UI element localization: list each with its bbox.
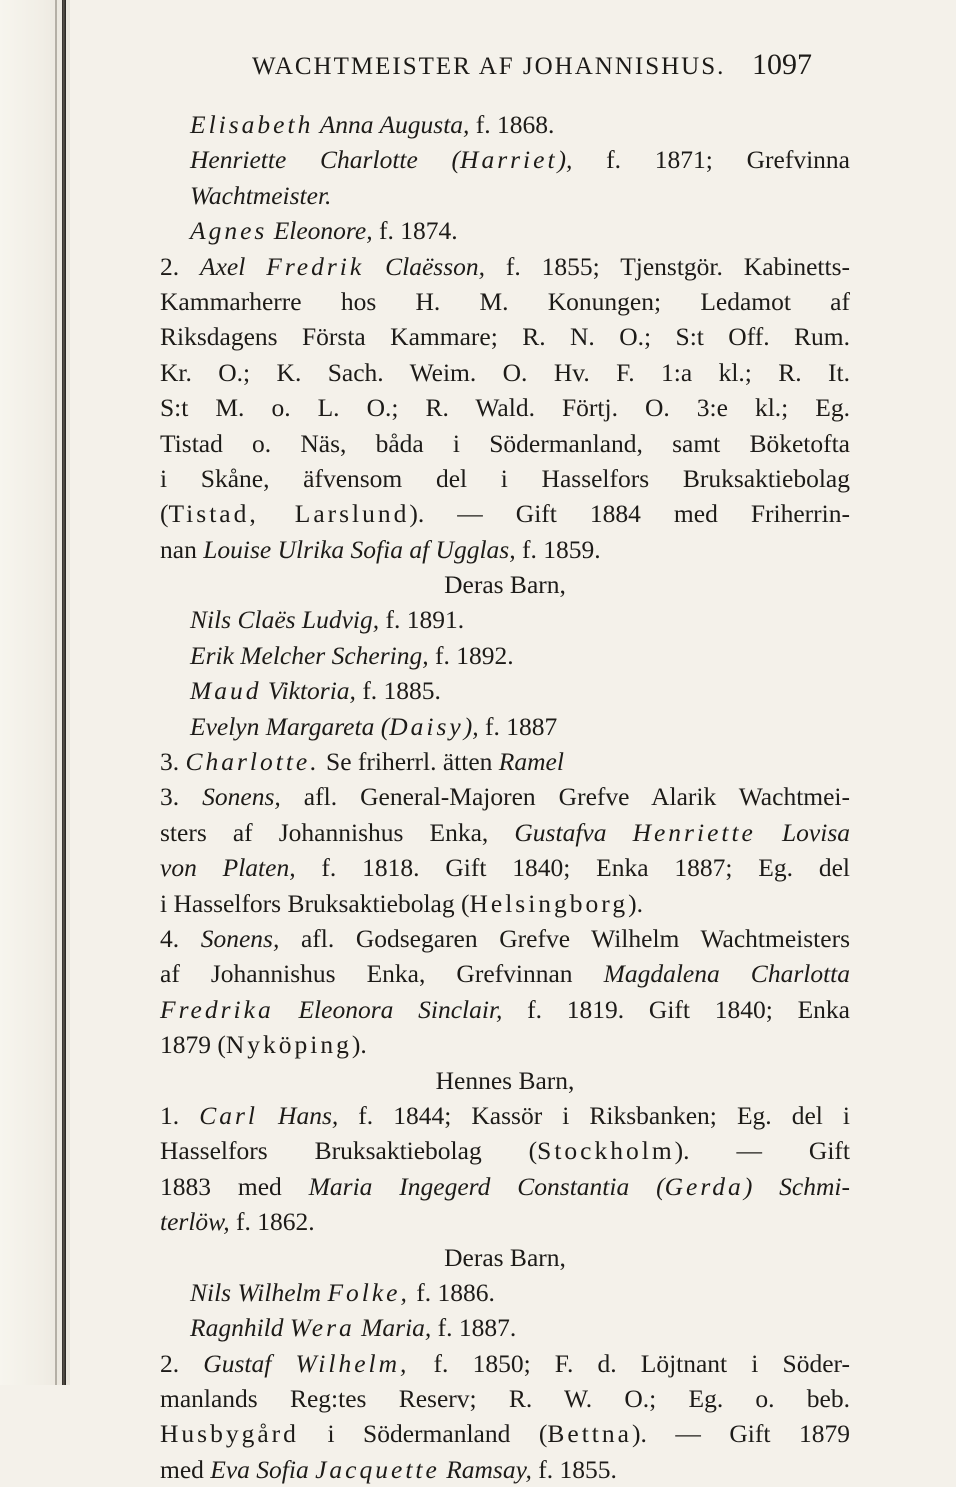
text-segment: f. 1855; Tjenstgör. Kabinetts- (485, 251, 851, 281)
book-spine-margin (0, 0, 70, 1385)
text-segment: f. 1859. (515, 534, 601, 564)
text-segment: Kammarherre hos H. M. Konungen; Ledamot af (160, 286, 850, 316)
text-segment: Gustaf (203, 1348, 272, 1378)
text-segment: Erik Melcher Schering, (190, 640, 429, 670)
text-segment: 1883 med (160, 1171, 309, 1201)
text-segment: 1879 ( (160, 1030, 226, 1060)
text-segment: ), (557, 145, 573, 175)
text-line (160, 142, 850, 177)
text-line (160, 815, 850, 850)
text-segment: Anna Augusta, (319, 110, 470, 139)
text-line (160, 886, 850, 921)
text-segment: ). (351, 1030, 367, 1060)
text-segment: ). (628, 888, 643, 918)
text-segment: Henriette (632, 817, 756, 847)
text-segment: f. 1892. (428, 640, 514, 670)
text-segment (756, 818, 782, 847)
text-segment: 2. (160, 1348, 204, 1378)
text-segment (606, 818, 632, 847)
text-segment: f. 1855. (531, 1454, 617, 1484)
spine-shadow-line (55, 0, 57, 1385)
text-line (160, 779, 850, 814)
text-line (160, 213, 850, 248)
text-segment: ), (463, 711, 479, 741)
text-segment: Hasselfors Bruksaktiebolag ( (160, 1136, 538, 1166)
text-segment: f. 1886. (409, 1277, 495, 1307)
text-line (160, 992, 850, 1027)
text-segment: Hans, (278, 1100, 339, 1130)
text-line (160, 1027, 850, 1062)
text-segment: sters af Johannishus Enka, (160, 817, 515, 847)
text-line (160, 1310, 850, 1345)
text-segment: Maria Ingegerd Constantia ( (308, 1171, 665, 1201)
text-line (160, 249, 850, 284)
text-segment: f. 1862. (229, 1207, 315, 1237)
text-line (160, 319, 850, 354)
text-line (160, 638, 850, 673)
text-segment: 3. (160, 782, 203, 812)
text-segment: 2. (160, 251, 201, 281)
text-segment (274, 995, 299, 1024)
text-segment: Helsingborg (469, 888, 629, 918)
text-segment: Tistad, Larslund (168, 499, 410, 529)
text-segment: Lovisa (782, 817, 851, 847)
text-line (160, 1240, 850, 1275)
text-segment: Charlotte. (185, 747, 320, 777)
text-segment: f. 1887 (478, 711, 558, 741)
text-segment: af Johannishus Enka, Grefvinnan (160, 959, 604, 989)
text-segment: Eleonora Sinclair, (298, 994, 503, 1024)
text-line (160, 1098, 850, 1133)
text-line (160, 107, 850, 142)
text-segment: Gerda (664, 1171, 744, 1201)
text-segment: Fredrika (160, 994, 274, 1024)
text-segment: Henriette Charlotte ( (190, 145, 461, 175)
text-segment: Sonens, (200, 923, 280, 953)
text-segment (271, 1349, 295, 1378)
text-segment: 1. (160, 1100, 200, 1130)
text-line (160, 744, 850, 779)
text-segment (258, 1101, 278, 1130)
text-segment: Maria, (361, 1313, 432, 1343)
text-line (160, 496, 850, 531)
text-segment: manlands Reg:tes Reserv; R. W. O.; Eg. o. beb. (160, 1384, 850, 1414)
page-number: 1097 (752, 48, 812, 81)
text-segment: Magdalena Charlotta (603, 959, 850, 989)
text-segment: f. 1844; Kassör i Riksbanken; Eg. del i (338, 1100, 850, 1130)
text-line (160, 956, 850, 991)
text-segment: f. 1891. (379, 605, 465, 635)
text-segment: ). — Gift 1884 med Friherrin- (409, 499, 850, 529)
text-segment: i Hasselfors Bruksaktiebolag ( (160, 888, 470, 918)
text-segment: nan (160, 534, 204, 564)
text-segment: Riksdagens Första Kammare; R. N. O.; S:t Off. Rum. (160, 322, 850, 352)
text-segment: Viktoria, (267, 676, 356, 706)
running-title: WACHTMEISTER AF JOHANNISHUS. (252, 53, 726, 80)
text-line (160, 1381, 850, 1416)
text-line (160, 567, 850, 602)
text-segment: i Skåne, äfvensom del i Hasselfors Bruksaktiebolag (160, 463, 850, 493)
text-segment: Hennes Barn, (435, 1065, 575, 1095)
text-line (160, 1452, 850, 1487)
text-segment: Ragnhild (190, 1313, 284, 1343)
text-segment: Stockholm (537, 1136, 675, 1166)
text-segment: med (160, 1454, 211, 1484)
text-line (160, 1204, 850, 1239)
text-segment: ) Schmi- (743, 1171, 850, 1201)
text-segment: S:t M. o. L. O.; R. Wald. Förtj. O. 3:e kl.; Eg. (160, 393, 850, 423)
text-segment: f. 1819. Gift 1840; Enka (502, 994, 850, 1024)
text-segment: Axel (200, 251, 246, 281)
text-segment: Tistad o. Näs, båda i Södermanland, samt Böketofta (160, 428, 850, 458)
text-line (160, 284, 850, 319)
text-segment: ). — Gift (674, 1136, 850, 1166)
text-segment: terlöw, (160, 1207, 230, 1237)
text-segment: Louise Ulrika Sofia af Ugglas, (203, 534, 516, 564)
text-segment: Claësson, (385, 251, 485, 281)
text-segment: Harriet (460, 145, 558, 175)
text-segment: Deras Barn, (444, 1242, 566, 1272)
text-segment: afl. Godsegaren Grefve Wilhelm Wachtmeisters (279, 923, 850, 953)
text-segment: Jacquette (315, 1454, 440, 1484)
text-segment: i Södermanland ( (298, 1419, 548, 1449)
text-segment: Husbygård (160, 1419, 299, 1449)
text-line (160, 1169, 850, 1204)
text-segment: Wera (289, 1313, 355, 1343)
text-segment: Kr. O.; K. Sach. Weim. O. Hv. F. 1:a kl.; R. It. (160, 357, 850, 387)
text-segment: Nils Claës Ludvig, (190, 605, 380, 635)
text-segment: Ramsay, (446, 1454, 532, 1484)
text-segment: Eva Sofia (210, 1454, 309, 1484)
text-line (160, 1275, 850, 1310)
text-line (160, 673, 850, 708)
text-segment: Eleonore, (273, 216, 373, 246)
spine-binding-line (62, 0, 66, 1385)
text-line (160, 178, 850, 213)
text-segment: Deras Barn, (444, 570, 566, 600)
text-segment: 3. (160, 747, 186, 777)
text-segment: f. 1850; F. d. Löjtnant i Söder- (409, 1348, 850, 1378)
text-segment (364, 252, 385, 281)
text-segment: Fredrik (266, 251, 365, 281)
text-line (160, 390, 850, 425)
text-line (160, 850, 850, 885)
text-segment: f. 1871; Grefvinna (572, 145, 850, 175)
text-line (160, 709, 850, 744)
genealogy-text-body (160, 107, 850, 1487)
text-segment: Se friherrl. ätten (319, 747, 499, 777)
text-segment: von Platen, (160, 853, 296, 883)
text-line (160, 602, 850, 637)
text-segment: ( (160, 499, 169, 529)
text-line (160, 1346, 850, 1381)
text-line (160, 461, 850, 496)
text-segment: Gustafva (514, 817, 607, 847)
text-segment (245, 252, 266, 281)
text-segment: Wachtmeister. (190, 180, 332, 210)
text-line (160, 426, 850, 461)
text-line (160, 921, 850, 956)
text-segment: Ramel (498, 747, 564, 777)
text-segment: Elisabeth (190, 110, 314, 139)
text-segment: Nyköping (225, 1030, 352, 1060)
text-line (160, 1416, 850, 1451)
text-segment: Sonens, (202, 782, 281, 812)
text-segment: ). — Gift 1879 (631, 1419, 850, 1449)
text-segment: Bettna (547, 1419, 632, 1449)
text-line (160, 1133, 850, 1168)
text-segment: f. 1818. Gift 1840; Enka 1887; Eg. del (295, 853, 850, 883)
text-segment: f. 1868. (469, 110, 555, 139)
text-segment: f. 1885. (355, 676, 441, 706)
text-segment: Agnes (190, 216, 268, 246)
running-header (252, 48, 812, 88)
text-segment: Evelyn Margareta ( (190, 711, 390, 741)
text-segment: 4. (160, 923, 201, 953)
text-segment: afl. General-Majoren Grefve Alarik Wachtmei- (280, 782, 851, 812)
text-segment: Nils Wilhelm (190, 1277, 322, 1307)
text-line (160, 355, 850, 390)
text-segment: Carl (199, 1100, 258, 1130)
text-segment: Maud (190, 676, 262, 706)
text-segment: Folke, (327, 1277, 410, 1307)
text-segment: f. 1887. (431, 1313, 517, 1343)
text-line (160, 1063, 850, 1098)
text-segment: Daisy (389, 711, 464, 741)
text-segment: f. 1874. (372, 216, 458, 246)
text-line (160, 532, 850, 567)
text-segment: Wilhelm, (295, 1348, 410, 1378)
